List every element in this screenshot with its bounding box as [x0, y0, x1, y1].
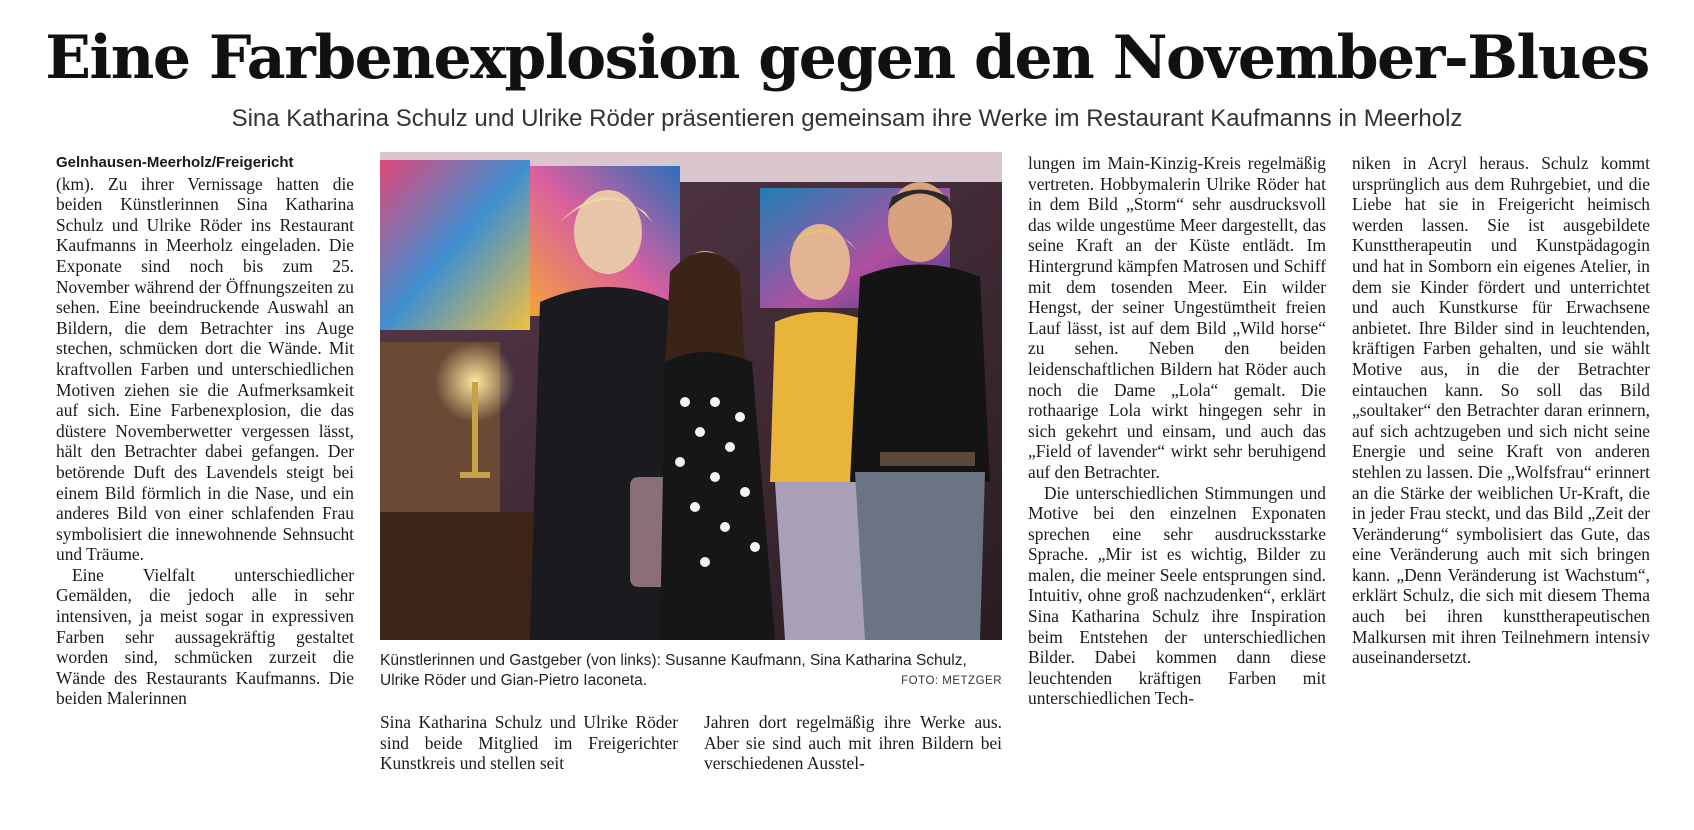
group-portrait-image [380, 152, 1002, 640]
subheadline: Sina Katharina Schulz und Ulrike Röder präsentieren gemeinsam ihre Werke im Restaurant Kaufmanns in Meerholz [231, 105, 1463, 132]
article-column-5 [1352, 153, 1650, 668]
article-column-4 [1028, 153, 1326, 709]
photo-caption-block [380, 651, 1002, 691]
headline: Eine Farbenexplosion gegen den November-Blues [45, 23, 1649, 93]
body-paragraph-7: niken in Acryl heraus. Schulz kommt ursprünglich aus dem Ruhrgebiet, und die Liebe hat sie in Freigericht heimisch werden lassen. Sie ist ausgebildete Kunsttherapeutin und Kunstpädagogin und hat in Somborn ein eigenes Atelier, in dem sie Kinder fördert und unterrichtet und auch Kunstkurse für Erwachsene anbietet. Ihre Bilder sind in leuchtenden, kräftigen Farben gehalten, und sie wählt Motive aus, in die der Betrachter eintauchen kann. So soll das Bild „soultaker“ den Betrachter daran erinnern, auf sich achtzugeben und sich nicht seine Energie und seine Kraft von anderen stehlen zu lassen. Die „Wolfsfrau“ erinnert an die Stärke der weiblichen Ur-Kraft, die in jeder Frau steckt, und das Bild „Zeit der Veränderung“ symbolisiert das Gute, das eine Veränderung auch mit sich bringen kann. „Denn Veränderung ist Wachstum“, erklärt Schulz, die sich mit diesem Thema auch bei ihren kunsttherapeutischen Malkursen mit ihren Teilnehmern intensiv auseinandersetzt. [1352, 153, 1650, 668]
article-column-1 [56, 153, 354, 709]
article-column-3 [704, 712, 1002, 774]
photo-credit: FOTO: METZGER [901, 675, 1002, 687]
dateline: Gelnhausen-Meerholz/Freigericht [56, 154, 294, 171]
body-paragraph-3: Sina Katharina Schulz und Ulrike Röder sind beide Mitglied im Freigerichter Kunstkreis und stellen seit [380, 712, 678, 774]
body-paragraph-6: Die unterschiedlichen Stimmungen und Motive bei den einzelnen Exponaten sprechen eine sehr ausdrucksstarke Sprache. „Mir ist es wichtig, Bilder zu malen, die meiner Seele entsprungen sind. Intuitiv, ohne groß nachzudenken“, erklärt Sina Katharina Schulz ihre Inspiration beim Entstehen der unterschiedlichen Bilder. Dabei kommen dann diese leuchtenden kräftigen Farben mit unterschiedlichen Tech- [1028, 482, 1326, 709]
body-paragraph-4: Jahren dort regelmäßig ihre Werke aus. Aber sie sind auch mit ihren Bildern bei verschiedenen Ausstel- [704, 712, 1002, 774]
article-column-2 [380, 712, 678, 774]
body-paragraph-5: lungen im Main-Kinzig-Kreis regelmäßig vertreten. Hobbymalerin Ulrike Röder hat in dem Bild „Storm“ sehr ausdrucksvoll das wilde ungestüme Meer dargestellt, das seine Kraft an der Küste entlädt. Im Hintergrund kämpfen Matrosen und Schiff mit dem tosenden Meer. Ein wilder Hengst, der seiner Ungestümtheit freien Lauf lässt, ist auf dem Bild „Wild horse“ zu sehen. Neben den beiden leidenschaftlichen Bildern hat Röder auch noch die Dame „Lola“ gemalt. Die rothaarige Lola wirkt hingegen sehr in sich gekehrt und einsam, und auch das „Field of lavender“ wirkt sehr beruhigend auf den Betrachter. [1028, 153, 1326, 482]
photo-caption: Künstlerinnen und Gastgeber (von links): Susanne Kaufmann, Sina Katharina Schulz, Ulrike Röder und Gian-Pietro Iaconeta. [380, 652, 967, 689]
body-paragraph-2: Eine Vielfalt unterschiedlicher Gemälden, die jedoch alle in sehr intensiven, ja meist sogar in expressiven Farben sehr aussagekräftig gestaltet worden sind, schmücken zurzeit die Wände des Restaurants Kaufmanns. Die beiden Malerinnen [56, 564, 354, 709]
body-paragraph-1: (km). Zu ihrer Vernissage hatten die beiden Künstlerinnen Sina Katharina Schulz und Ulrike Röder ins Restaurant Kaufmanns in Meerholz eingeladen. Die Exponate sind noch bis zum 25. November während der Öffnungszeiten zu sehen. Eine beeindruckende Auswahl an Bildern, die dem Betrachter ins Auge stechen, schmücken dort die Wände. Mit kraftvollen Farben und unterschiedlichen Motiven ziehen sie die Aufmerksamkeit auf sich. Eine Farbenexplosion, die das düstere Novemberwetter vergessen lässt, hält den Betrachter dabei gefangen. Der betörende Duft des Lavendels steigt bei einem Bild förmlich in die Nase, und ein anderes Bild von einer schlafenden Frau symbolisiert die innewohnende Sehnsucht und Träume. [56, 173, 354, 565]
article-photo [380, 152, 1002, 640]
